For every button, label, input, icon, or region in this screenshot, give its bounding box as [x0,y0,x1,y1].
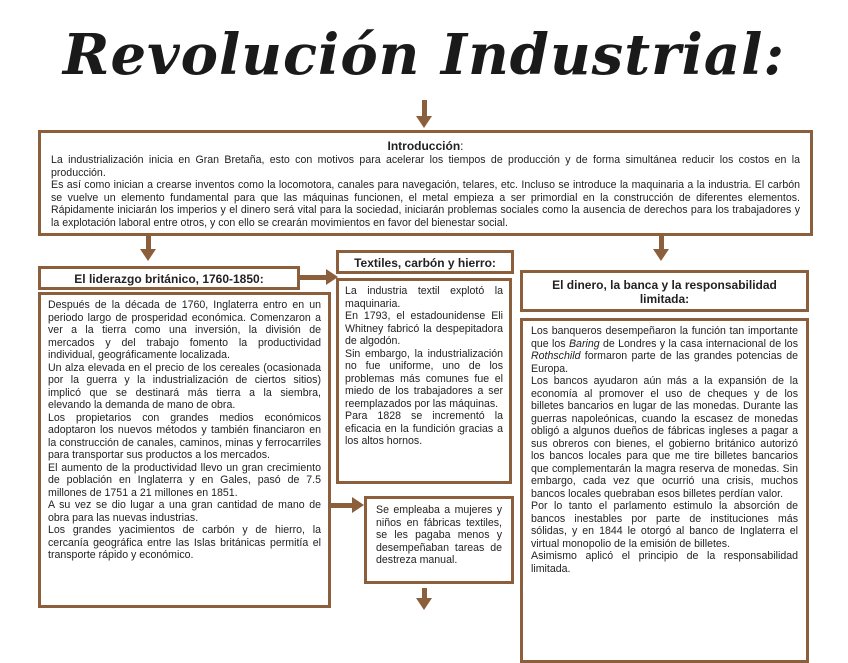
page-title: Revolución Industrial: [62,22,786,88]
arrow-title-intro-head [416,116,432,128]
arrow-intro-british [146,236,151,250]
intro-paragraph-2: Es así como inician a crearse inventos como la locomotora, canales para navegación, telares, etc. Incluso se introduce la maquinaria a la industria. El carbón se vuelve un elemento fundamental para que las máquinas funcionen, el metal empieza a ser primordial en la construcción de diferentes elementos. Rápidamente iniciarán los imperios y el dinero será vital para la sociedad, iniciarán problemas sociales como la ausencia de derechos para los trabajadores y la explotación laboral entre otros, y con ello se crearán movimientos en favor del bienestar social. [51,179,800,229]
textiles-heading-box [336,250,514,274]
british-paragraph-4: El aumento de la productividad llevo un gran crecimiento de población en Inglaterra y en Gales, pasó de 7.5 millones de 1751 a 21 millones en 1851. [48,461,321,499]
british-paragraph-5: A su vez se dio lugar a una gran cantidad de mano de obra para las nuevas industrias. [48,499,321,524]
arrow-labor-down-head [416,598,432,610]
british-paragraph-6: Los grandes yacimientos de carbón y de hierro, la cercanía geográfica entre las Islas británicas permitía el transporte rápido y económico. [48,524,321,561]
british-paragraph-2: Un alza elevada en el precio de los cereales (ocasionada por la guerra y la industrialización de ciertos sitios) implicó que se destinará más tierra a la siembra, elevando la demanda de mano de obra. [48,361,321,411]
arrow-intro-british-head [140,249,156,261]
arrow-intro-money [659,236,664,250]
british-paragraph-3: Los propietarios con grandes medios económicos adoptaron los nuevos métodos y también financiaron en la construcción de canales, caminos, minas y ferrocarriles para transportar sus productos a los mercados. [48,411,321,461]
labor-text: Se empleaba a mujeres y niños en fábricas textiles, se les pagaba menos y desempeñaban tareas de destreza manual. [376,504,502,566]
textiles-heading: Textiles, carbón y hierro: [354,256,496,270]
money-paragraph-3: Por lo tanto el parlamento estimulo la absorción de bancos inestables por parte de instituciones más sólidas, y en 1844 le otorgó al banco de Inglaterra el virtual monopolio de la emisión de billetes. [531,500,798,550]
money-content-box [520,318,809,663]
textiles-paragraph-3: Sin embargo, la industrialización no fue uniforme, uno de los problemas más comunes fue el miedo de los trabajadores a ser reemplazados por las máquinas. [345,347,503,410]
textiles-paragraph-1: La industria textil explotó la maquinaria. [345,285,503,310]
arrow-british-textiles [300,275,328,280]
money-paragraph-4: Asimismo aplicó el principio de la responsabilidad limitada. [531,550,798,575]
intro-heading [51,139,800,153]
arrow-intro-money-head [653,249,669,261]
money-p1-b: de Londres y la casa internacional de los [599,337,799,350]
textiles-paragraph-2: En 1793, el estadounidense Eli Whitney fabricó la despepitadora de algodón. [345,310,503,347]
money-paragraph-1 [531,325,798,375]
textiles-content-box [336,278,512,484]
textiles-paragraph-4: Para 1828 se incrementó la eficacia en la fundición gracias a los altos hornos. [345,410,503,447]
money-p1-rothschild: Rothschild [531,350,581,362]
british-content-box [38,292,331,608]
intro-paragraph-1: La industrialización inicia en Gran Bretaña, esto con motivos para acelerar los tiempos de producción y de forma simultánea reducir los costos en la producción. [51,154,800,179]
money-p1-a: Los banqueros desempeñaron la función tan importante que los [531,325,798,350]
money-paragraph-2: Los bancos ayudaron aún más a la expansión de la economía al promover el uso de cheques y de los billetes bancarios en lugar de las monedas. Durante las guerras napoleónicas, cuando la escasez de monedas obligó a algunos dueños de fábricas ingleses a pagar a sus obreros con bienes, el gobierno británico autorizó los bancos locales para que me tire billetes bancarios que complementarán la magra reserva de monedas. Sin embargo, cada vez que ocurrió una crisis, muchos bancos locales quebraban esos billetes perdían valor. [531,375,798,500]
money-p1-baring: Baring [568,337,600,350]
british-heading: El liderazgo británico, 1760-1850: [74,272,264,286]
intro-heading-text: Introducción [387,139,461,153]
intro-box [38,130,813,236]
money-heading-box [520,270,809,312]
arrow-british-labor-head [352,497,364,513]
intro-heading-suffix: : [460,139,464,153]
british-heading-box [38,266,300,290]
british-paragraph-1: Después de la década de 1760, Inglaterra entro en un periodo largo de prosperidad económica. Comenzaron a ver a la tierra como una inversión, la división de mercados y del trabajo fomento la productividad individual, geográficamente localizada. [48,299,321,361]
money-p1-c: formaron parte de las grandes potencias de Europa. [531,350,798,375]
money-heading: El dinero, la banca y la responsabilidad limitada: [552,278,777,306]
labor-box [364,496,514,584]
